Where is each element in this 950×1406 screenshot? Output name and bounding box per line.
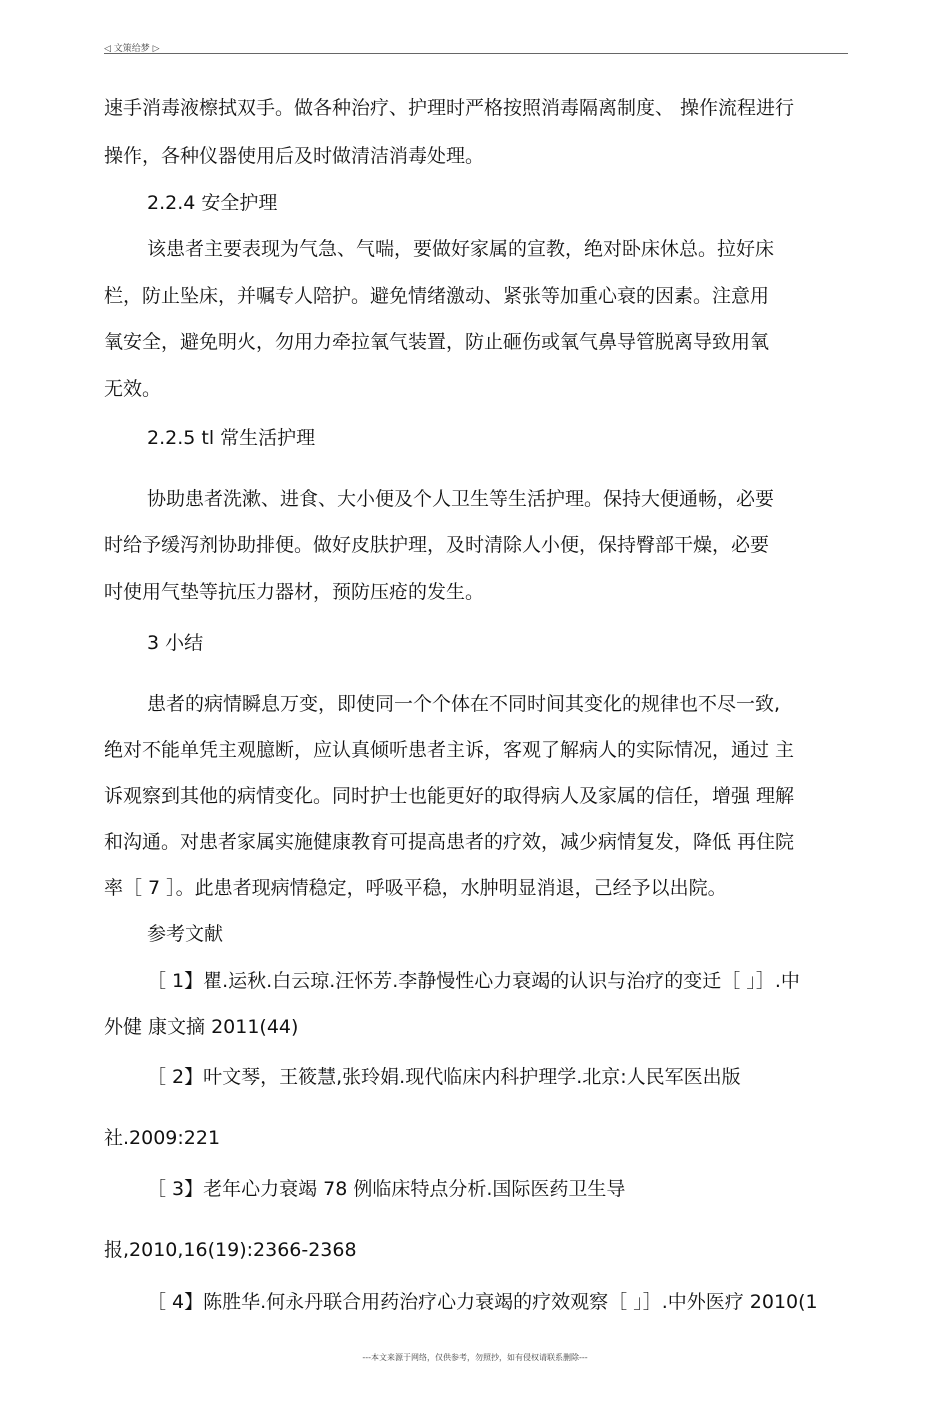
- body-line: 栏，防止坠床，并嘱专人陪护。避免情绪激动、紧张等加重心衰的因素。注意用: [104, 285, 770, 307]
- body-line: 氧安全，避免明火，勿用力牵拉氧气装置，防止砸伤或氧气鼻导管脱离导致用氧: [104, 331, 770, 353]
- body-line: 和沟通。对患者家属实施健康教育可提高患者的疗效，减少病情复发，降低 再住院: [104, 831, 795, 853]
- body-line: 无效。: [104, 378, 162, 400]
- footer-disclaimer: ---本文来源于网络，仅供参考，勿照抄，如有侵权请联系删除---: [362, 1353, 588, 1362]
- body-line: 绝对不能单凭主观臆断，应认真倾听患者主诉，客观了解病人的实际情况，通过 主: [104, 739, 795, 761]
- reference-line: 外健 康文摘 2011(44): [104, 1016, 299, 1038]
- section-heading: 2.2.5 tl 常生活护理: [147, 427, 316, 449]
- reference-line: 社.2009:221: [104, 1127, 221, 1149]
- body-line: 率［ 7 ］。此患者现病情稳定，呼吸平稳，水肿明显消退，己经予以出院。: [104, 877, 727, 899]
- section-heading: 3 小结: [147, 632, 204, 654]
- section-heading: 参考文献: [147, 923, 224, 945]
- body-line: 患者的病情瞬息万变，即使同一个个体在不同时间其变化的规律也不尽一致,: [147, 693, 781, 715]
- header-rule: [104, 53, 848, 54]
- body-line: 诉观察到其他的病情变化。同时护士也能更好的取得病人及家属的信任，增强 理解: [104, 785, 795, 807]
- body-line: 时给予缓泻剂协助排便。做好皮肤护理，及时清除人小便，保持臀部干燥，必要: [104, 534, 770, 556]
- reference-line: ［ 3】老年心力衰竭 78 例临床特点分析.国际医药卫生导: [147, 1178, 626, 1200]
- reference-line: ［ 1】瞿.运秋.白云琼.汪怀芳.李静慢性心力衰竭的认识与治疗的变迁［ 」］.中: [147, 970, 800, 992]
- reference-line: ［ 4】陈胜华.何永丹联合用药治疗心力衰竭的疗效观察［ 」］.中外医疗 2010(1: [147, 1291, 818, 1313]
- body-line: 吋使用气垫等抗压力器材，预防压疮的发生。: [104, 581, 485, 603]
- reference-line: 报,2010,16(19):2366-2368: [104, 1239, 357, 1261]
- section-heading: 2.2.4 安全护理: [147, 192, 278, 214]
- body-line: 操作，各种仪器使用后及时做清洁消毒处理。: [104, 145, 485, 167]
- body-line: 速手消毒液檫拭双手。做各种治疗、护理时严格按照消毒隔离制度、 操作流程进行: [104, 97, 795, 119]
- reference-line: ［ 2】叶文琴，王筱慧,张玲娟.现代临床内科护理学.北京:人民军医出版: [147, 1066, 741, 1088]
- body-line: 协助患者洗漱、进食、大小便及个人卫生等生活护理。保持大便通畅，必要: [147, 488, 775, 510]
- body-line: 该患者主要表现为气急、气喘，要做好家属的宣教，绝对卧床休总。拉好床: [147, 238, 775, 260]
- header-brand: ◁ 文策给梦 ▷: [104, 44, 160, 54]
